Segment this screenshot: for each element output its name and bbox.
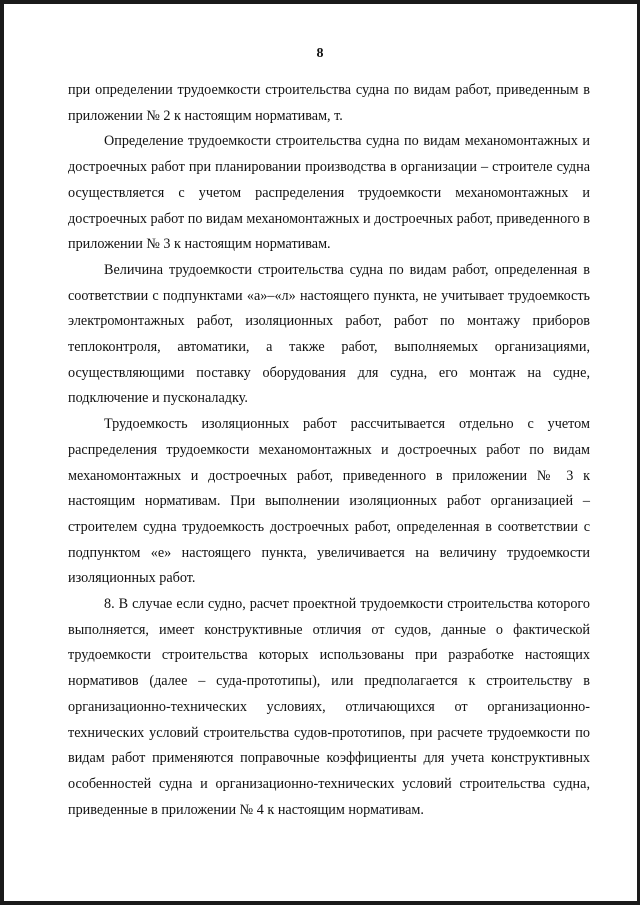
document-body bbox=[68, 78, 590, 823]
paragraph-exclusions: Величина трудоемкости строительства судна по видам работ, определенная в соответствии с подпунктами «а»–«л» настоящего пункта, не учитывает трудоемкость электромонтажных работ, изоляционных работ, работ по монтажу приборов теплоконтроля, автоматики, а также работ, выполняемых организациями, осуществляющими поставку оборудования для судна, его монтаж на судне, подключение и пусконаладку. bbox=[68, 261, 590, 407]
page-number: 8 bbox=[316, 46, 324, 61]
scan-border-left bbox=[0, 0, 4, 905]
scan-border-bottom bbox=[0, 901, 640, 905]
paragraph-definition: Определение трудоемкости строительства судна по видам механомонтажных и достроечных работ при планировании производства в организации – строителе судна осуществляется с учетом распределения трудоемкости механомонтажных и достроечных работ по видам механомонтажных и достроечных работ, приведенного в приложении № 3 к настоящим нормативам. bbox=[68, 133, 591, 253]
scan-border-top bbox=[0, 0, 640, 4]
paragraph-clause-8: 8. В случае если судно, расчет проектной трудоемкости строительства которого выполняется, имеет конструктивные отличия от судов, данные о фактической трудоемкости строительства которых использованы при разработке настоящих нормативов (далее – суда-прототипы), или предполагается к строительству в организационно-технических условиях, отличающихся от организационно-технических условий строительства судов-прототипов, при расчете трудоемкости по видам работ применяются поправочные коэффициенты для учета конструктивных особенностей судна и организационно-технических условий строительства судна, приведенные в приложении № 4 к настоящим нормативам. bbox=[68, 596, 590, 818]
paragraph-insulation: Трудоемкость изоляционных работ рассчитывается отдельно с учетом распределения трудоемкости механомонтажных и достроечных работ по видам механомонтажных и достроечных работ, приведенного в приложении № 3 к настоящим нормативам. При выполнении изоляционных работ организацией – строителем судна трудоемкость достроечных работ, определенная в соответствии с подпунктом «е» настоящего пункта, увеличивается на величину трудоемкости изоляционных работ. bbox=[68, 416, 590, 587]
paragraph-continuation: при определении трудоемкости строительства судна по видам работ, приведенным в приложении № 2 к настоящим нормативам, т. bbox=[68, 82, 590, 124]
